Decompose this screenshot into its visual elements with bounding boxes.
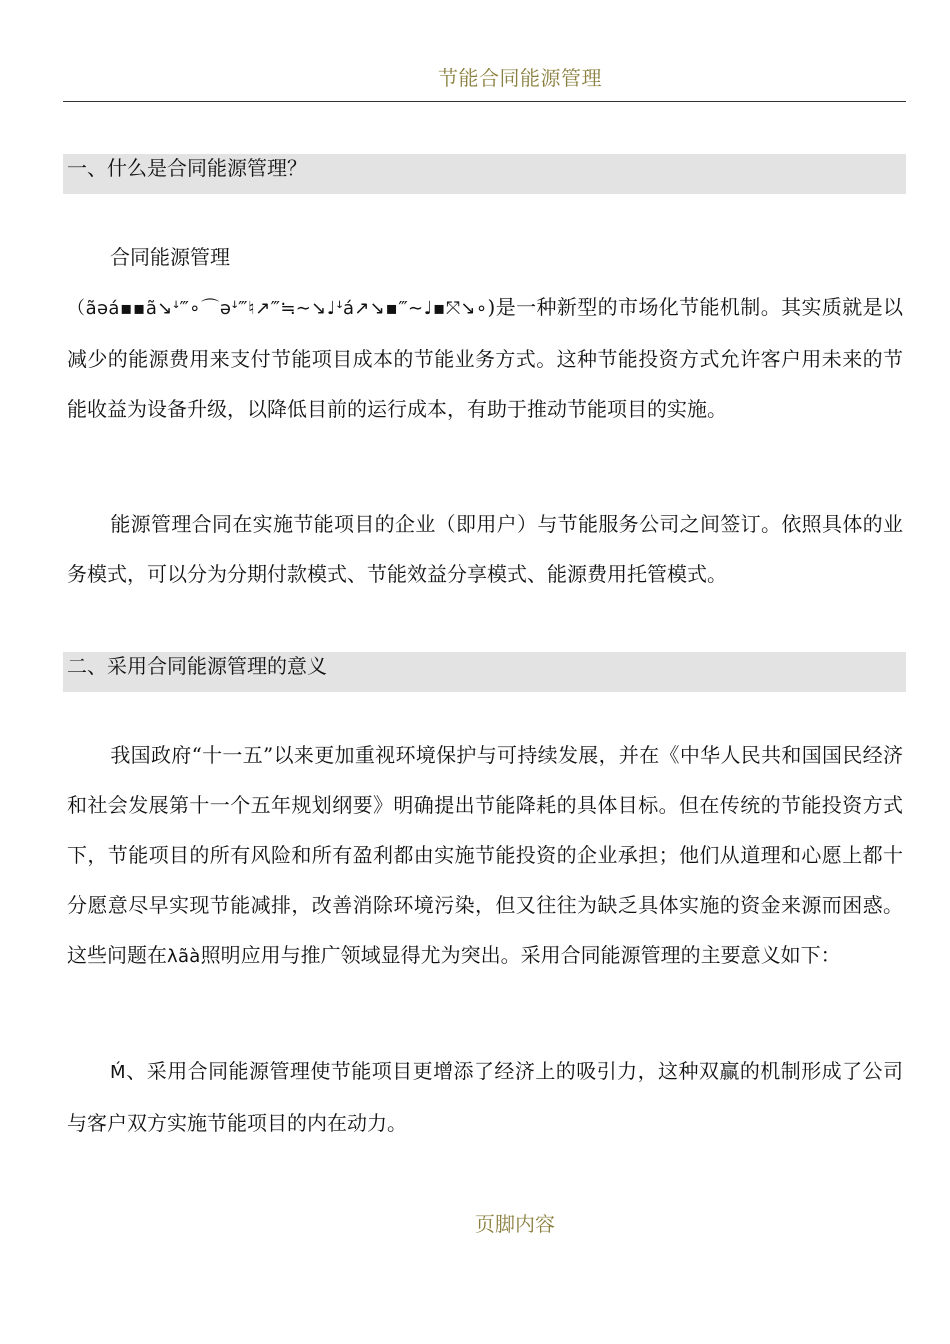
paragraph-text: 能源管理合同在实施节能项目的企业（即用户）与节能服务公司之间签订。依照具体的业务模式，可以分为分期付款模式、节能效益分享模式、能源费用托管模式。 bbox=[67, 512, 903, 586]
list-item bbox=[67, 1046, 903, 1148]
section-heading: 一、什么是合同能源管理？ bbox=[67, 156, 307, 180]
paragraph-text: )是一种新型的市场化节能机制。其实质就是以减少的能源费用来支付节能项目成本的节能业务方式。这种节能投资方式允许客户用未来的节能收益为设备升级，以降低目前的运行成本，有助于推动节能项目的实施。 bbox=[67, 295, 903, 421]
list-item-text: 、采用合同能源管理使节能项目更增添了经济上的吸引力，这种双赢的机制形成了公司与客户双方实施节能项目的内在动力。 bbox=[67, 1059, 903, 1135]
garbled-english-term: （ãǝá▪▪ã↘ꜜ‴∘⌒ǝꜜ‴♮↗‴≒∼↘♩ꜜá↗↘▪‴∼♩▪⤧↘∘ bbox=[67, 298, 488, 319]
paragraph bbox=[67, 730, 903, 982]
paragraph-text: 我国政府“十一五”以来更加重视环境保护与可持续发展，并在《中华人民共和国国民经济和社会发展第十一个五年规划纲要》明确提出节能降耗的具体目标。但在传统的节能投资方式下，节能项目的所有风险和所有盈利都由实施节能投资的企业承担；他们从道理和心愿上都十分愿意尽早实现节能减排，改善消除环境污染，但又往往为缺乏具体实施的资金来源而困惑。这些问题在 bbox=[67, 743, 903, 967]
term-text: 合同能源管理 bbox=[110, 245, 230, 269]
paragraph-text: 照明应用与推广领域显得尤为突出。采用合同能源管理的主要意义如下： bbox=[200, 943, 841, 967]
header-divider bbox=[63, 101, 906, 102]
section-heading: 二、采用合同能源管理的意义 bbox=[67, 654, 327, 678]
page-footer: 页脚内容 bbox=[475, 1212, 555, 1236]
garbled-term: λãà bbox=[167, 946, 201, 967]
term-line bbox=[110, 232, 410, 282]
section-heading-band bbox=[63, 652, 906, 692]
paragraph bbox=[67, 499, 903, 599]
page-header-title: 节能合同能源管理 bbox=[438, 66, 602, 90]
paragraph bbox=[67, 282, 903, 434]
list-item-marker: Ḿ bbox=[110, 1062, 126, 1083]
section-heading-band bbox=[63, 154, 906, 194]
